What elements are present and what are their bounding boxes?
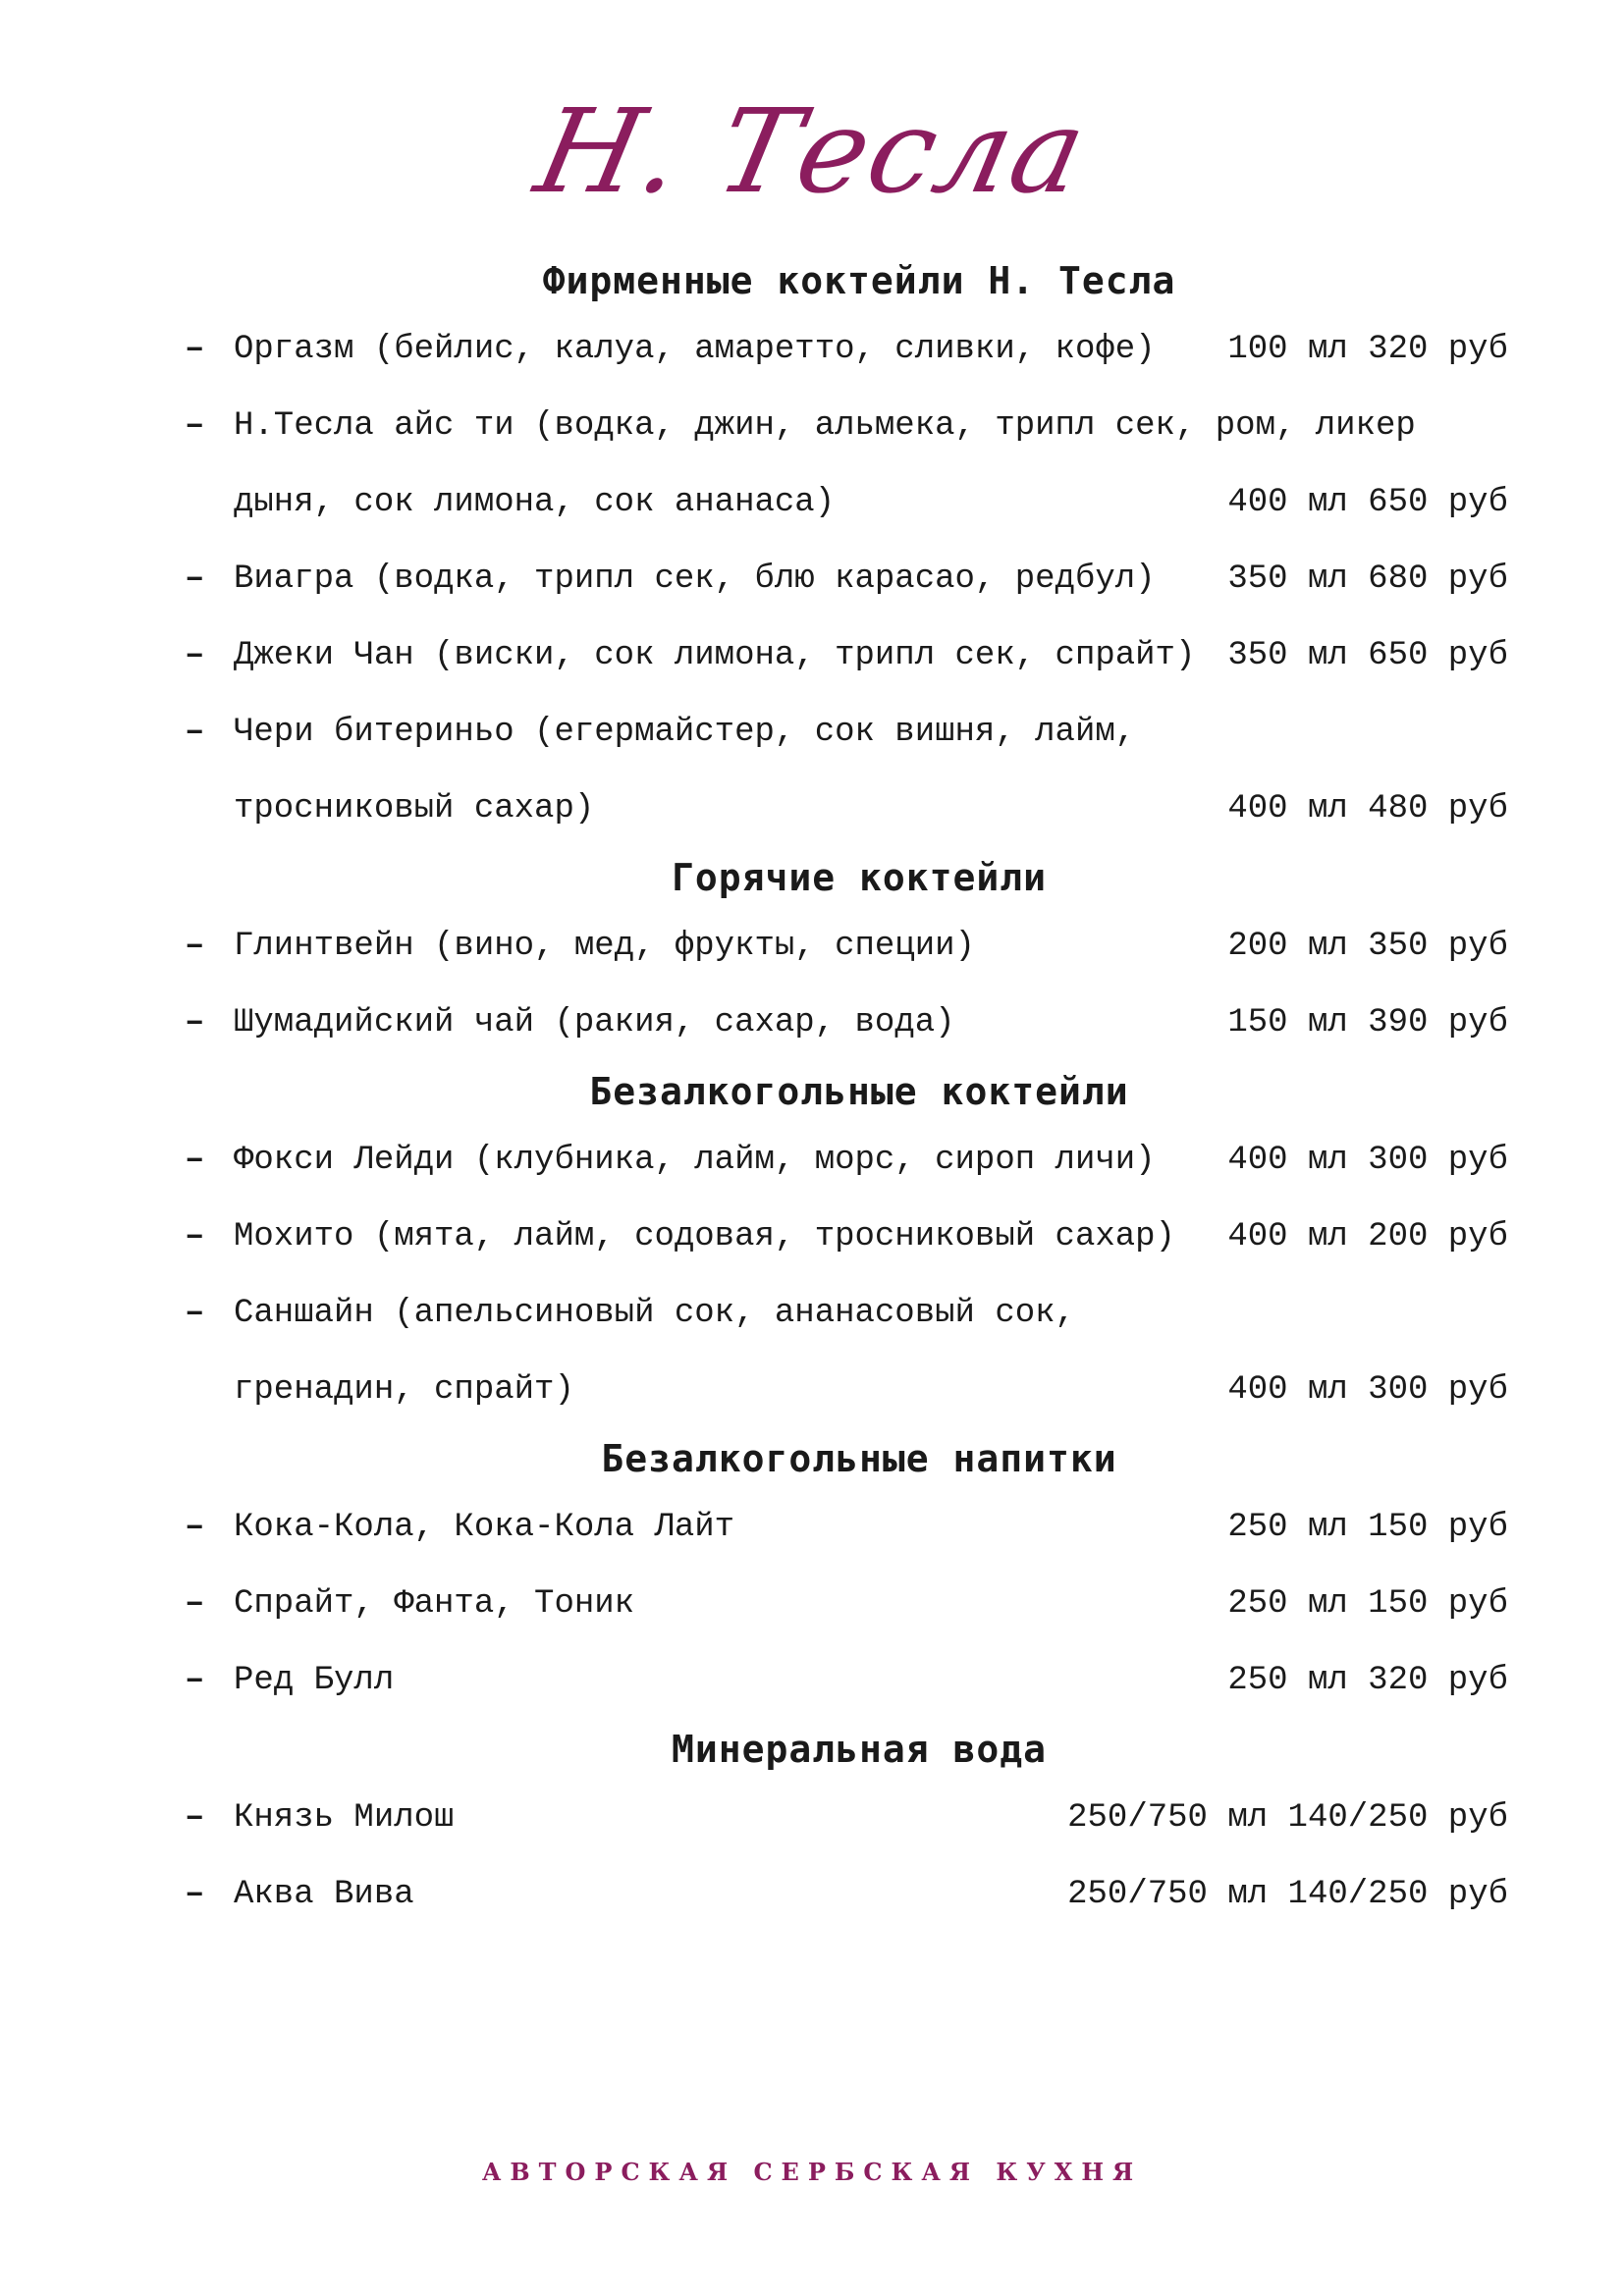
bullet-dash: – bbox=[185, 561, 205, 598]
item-price: 250 мл 150 руб bbox=[1227, 1585, 1508, 1623]
bullet-dash: – bbox=[185, 1799, 205, 1837]
bullet-dash: – bbox=[185, 1662, 205, 1699]
bullet-dash: – bbox=[185, 637, 205, 674]
item-name-continued: гренадин, спрайт) bbox=[234, 1371, 574, 1409]
item-price: 350 мл 650 руб bbox=[1227, 637, 1508, 674]
menu-item bbox=[0, 388, 1624, 464]
menu-item bbox=[0, 1780, 1624, 1856]
item-name: Мохито (мята, лайм, содовая, тросниковый сахар) bbox=[234, 1218, 1175, 1255]
bullet-dash: – bbox=[185, 928, 205, 965]
menu-item-continuation bbox=[0, 464, 1624, 541]
menu-item bbox=[0, 1275, 1624, 1352]
menu-item bbox=[0, 985, 1624, 1061]
item-price: 400 мл 200 руб bbox=[1227, 1218, 1508, 1255]
menu-item bbox=[0, 311, 1624, 388]
bullet-dash: – bbox=[185, 1004, 205, 1041]
item-name-continued: тросниковый сахар) bbox=[234, 790, 595, 828]
section-title: Фирменные коктейли Н. Тесла bbox=[542, 259, 1176, 302]
bullet-dash: – bbox=[185, 407, 205, 445]
item-price: 400 мл 300 руб bbox=[1227, 1371, 1508, 1409]
item-price: 400 мл 300 руб bbox=[1227, 1142, 1508, 1179]
bullet-dash: – bbox=[185, 1585, 205, 1623]
bullet-dash: – bbox=[185, 714, 205, 751]
bullet-dash: – bbox=[185, 1876, 205, 1913]
item-price: 250/750 мл 140/250 руб bbox=[1067, 1876, 1508, 1913]
menu-item bbox=[0, 1642, 1624, 1719]
item-price: 200 мл 350 руб bbox=[1227, 928, 1508, 965]
item-name: Кока-Кола, Кока-Кола Лайт bbox=[234, 1509, 735, 1546]
bullet-dash: – bbox=[185, 1509, 205, 1546]
menu-item bbox=[0, 541, 1624, 617]
item-name: Чери битериньо (егермайстер, сок вишня, лайм, bbox=[234, 714, 1136, 751]
section-title: Безалкогольные коктейли bbox=[589, 1070, 1129, 1113]
item-name: Князь Милош bbox=[234, 1799, 455, 1837]
menu-item-continuation bbox=[0, 1352, 1624, 1428]
item-price: 250/750 мл 140/250 руб bbox=[1067, 1799, 1508, 1837]
menu-item bbox=[0, 1199, 1624, 1275]
item-name: Ред Булл bbox=[234, 1662, 395, 1699]
section-title: Горячие коктейли bbox=[671, 856, 1048, 899]
menu-item-continuation bbox=[0, 771, 1624, 847]
item-price: 250 мл 320 руб bbox=[1227, 1662, 1508, 1699]
item-name: Шумадийский чай (ракия, сахар, вода) bbox=[234, 1004, 955, 1041]
menu-item bbox=[0, 1489, 1624, 1566]
item-name: Спрайт, Фанта, Тоник bbox=[234, 1585, 635, 1623]
item-price: 150 мл 390 руб bbox=[1227, 1004, 1508, 1041]
item-price: 400 мл 480 руб bbox=[1227, 790, 1508, 828]
item-name: Саншайн (апельсиновый сок, ананасовый сок, bbox=[234, 1295, 1075, 1332]
menu-item bbox=[0, 694, 1624, 771]
item-name: Фокси Лейди (клубника, лайм, морс, сироп личи) bbox=[234, 1142, 1156, 1179]
drinks-menu bbox=[0, 250, 1624, 1933]
bullet-dash: – bbox=[185, 1142, 205, 1179]
bullet-dash: – bbox=[185, 1295, 205, 1332]
item-name: Оргазм (бейлис, калуа, амаретто, сливки, кофе) bbox=[234, 331, 1156, 368]
item-name: Н.Тесла айс ти (водка, джин, альмека, трипл сек, ром, ликер bbox=[234, 407, 1416, 445]
menu-item bbox=[0, 1122, 1624, 1199]
section-title: Безалкогольные напитки bbox=[601, 1437, 1117, 1480]
item-name: Аква Вива bbox=[234, 1876, 414, 1913]
brand-logo bbox=[0, 83, 1624, 219]
bullet-dash: – bbox=[185, 331, 205, 368]
item-name: Глинтвейн (вино, мед, фрукты, специи) bbox=[234, 928, 975, 965]
item-name: Виагра (водка, трипл сек, блю карасао, редбул) bbox=[234, 561, 1156, 598]
bullet-dash: – bbox=[185, 1218, 205, 1255]
item-price: 350 мл 680 руб bbox=[1227, 561, 1508, 598]
menu-item bbox=[0, 1856, 1624, 1933]
item-name-continued: дыня, сок лимона, сок ананаса) bbox=[234, 484, 836, 521]
logo-text: Н. Тесла bbox=[525, 83, 1099, 219]
menu-item bbox=[0, 1566, 1624, 1642]
item-name: Джеки Чан (виски, сок лимона, трипл сек, спрайт) bbox=[234, 637, 1196, 674]
item-price: 400 мл 650 руб bbox=[1227, 484, 1508, 521]
menu-item bbox=[0, 908, 1624, 985]
section-title: Минеральная вода bbox=[671, 1728, 1048, 1771]
menu-item bbox=[0, 617, 1624, 694]
footer-tagline: АВТОРСКАЯ СЕРБСКАЯ КУХНЯ bbox=[481, 2158, 1143, 2186]
item-price: 250 мл 150 руб bbox=[1227, 1509, 1508, 1546]
item-price: 100 мл 320 руб bbox=[1227, 331, 1508, 368]
